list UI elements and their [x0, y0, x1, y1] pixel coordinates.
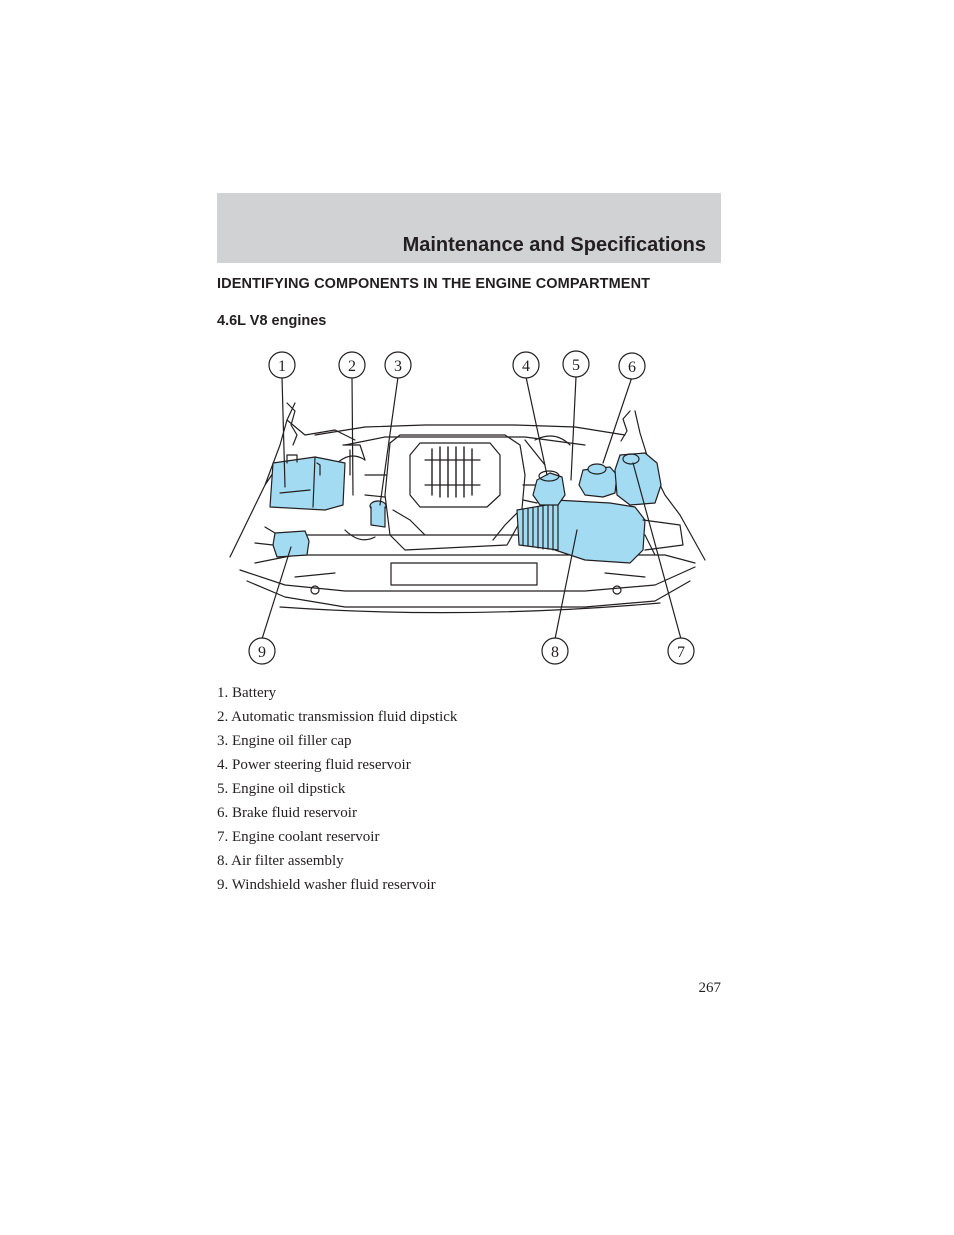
- svg-text:3: 3: [394, 358, 402, 375]
- callout-7: [668, 638, 694, 664]
- air-filter-assembly: [555, 500, 645, 563]
- leader-line-6: [603, 377, 632, 463]
- engine-cover: [410, 443, 500, 507]
- callout-9: [249, 638, 275, 664]
- legend-item: 8. Air filter assembly: [217, 853, 344, 869]
- sub-heading: 4.6L V8 engines: [217, 313, 327, 329]
- page-number: 267: [698, 980, 721, 996]
- radiator-label-plate: [391, 563, 537, 585]
- callout-6: [619, 353, 645, 379]
- legend-item: 5. Engine oil dipstick: [217, 781, 346, 797]
- callout-8: [542, 638, 568, 664]
- svg-text:9: 9: [258, 644, 266, 661]
- svg-text:6: 6: [628, 359, 636, 376]
- svg-text:7: 7: [677, 644, 685, 661]
- windshield-washer-reservoir: [273, 531, 309, 557]
- right-bolt: [613, 586, 621, 594]
- section-heading: IDENTIFYING COMPONENTS IN THE ENGINE COMPARTMENT: [217, 276, 651, 292]
- legend-item: 4. Power steering fluid reservoir: [217, 757, 411, 773]
- callout-5: [563, 351, 589, 377]
- leader-line-3: [380, 377, 398, 505]
- header-band: [217, 193, 721, 263]
- power-steering-reservoir: [533, 473, 565, 505]
- legend-item: 2. Automatic transmission fluid dipstick: [217, 709, 458, 725]
- leader-line-2: [352, 377, 353, 495]
- svg-text:5: 5: [572, 357, 580, 374]
- page-title: Maintenance and Specifications: [402, 234, 706, 256]
- engine-compartment-diagram: [225, 345, 710, 670]
- legend-item: 9. Windshield washer fluid reservoir: [217, 877, 436, 893]
- legend-item: 6. Brake fluid reservoir: [217, 805, 357, 821]
- component-legend: [217, 681, 457, 897]
- engine-intake-outline: [385, 435, 525, 550]
- left-bolt: [311, 586, 319, 594]
- legend-item: 1. Battery: [217, 685, 277, 701]
- callout-2: [339, 352, 365, 378]
- callout-3: [385, 352, 411, 378]
- front-bumper: [240, 567, 695, 613]
- svg-text:8: 8: [551, 644, 559, 661]
- right-hood-hinge: [621, 411, 630, 441]
- battery: [270, 457, 345, 510]
- svg-text:1: 1: [278, 358, 286, 375]
- legend-item: 7. Engine coolant reservoir: [217, 829, 380, 845]
- callout-4: [513, 352, 539, 378]
- leader-line-5: [571, 377, 576, 480]
- svg-text:4: 4: [522, 358, 530, 375]
- legend-item: 3. Engine oil filler cap: [217, 733, 352, 749]
- svg-text:2: 2: [348, 358, 356, 375]
- callout-1: [269, 352, 295, 378]
